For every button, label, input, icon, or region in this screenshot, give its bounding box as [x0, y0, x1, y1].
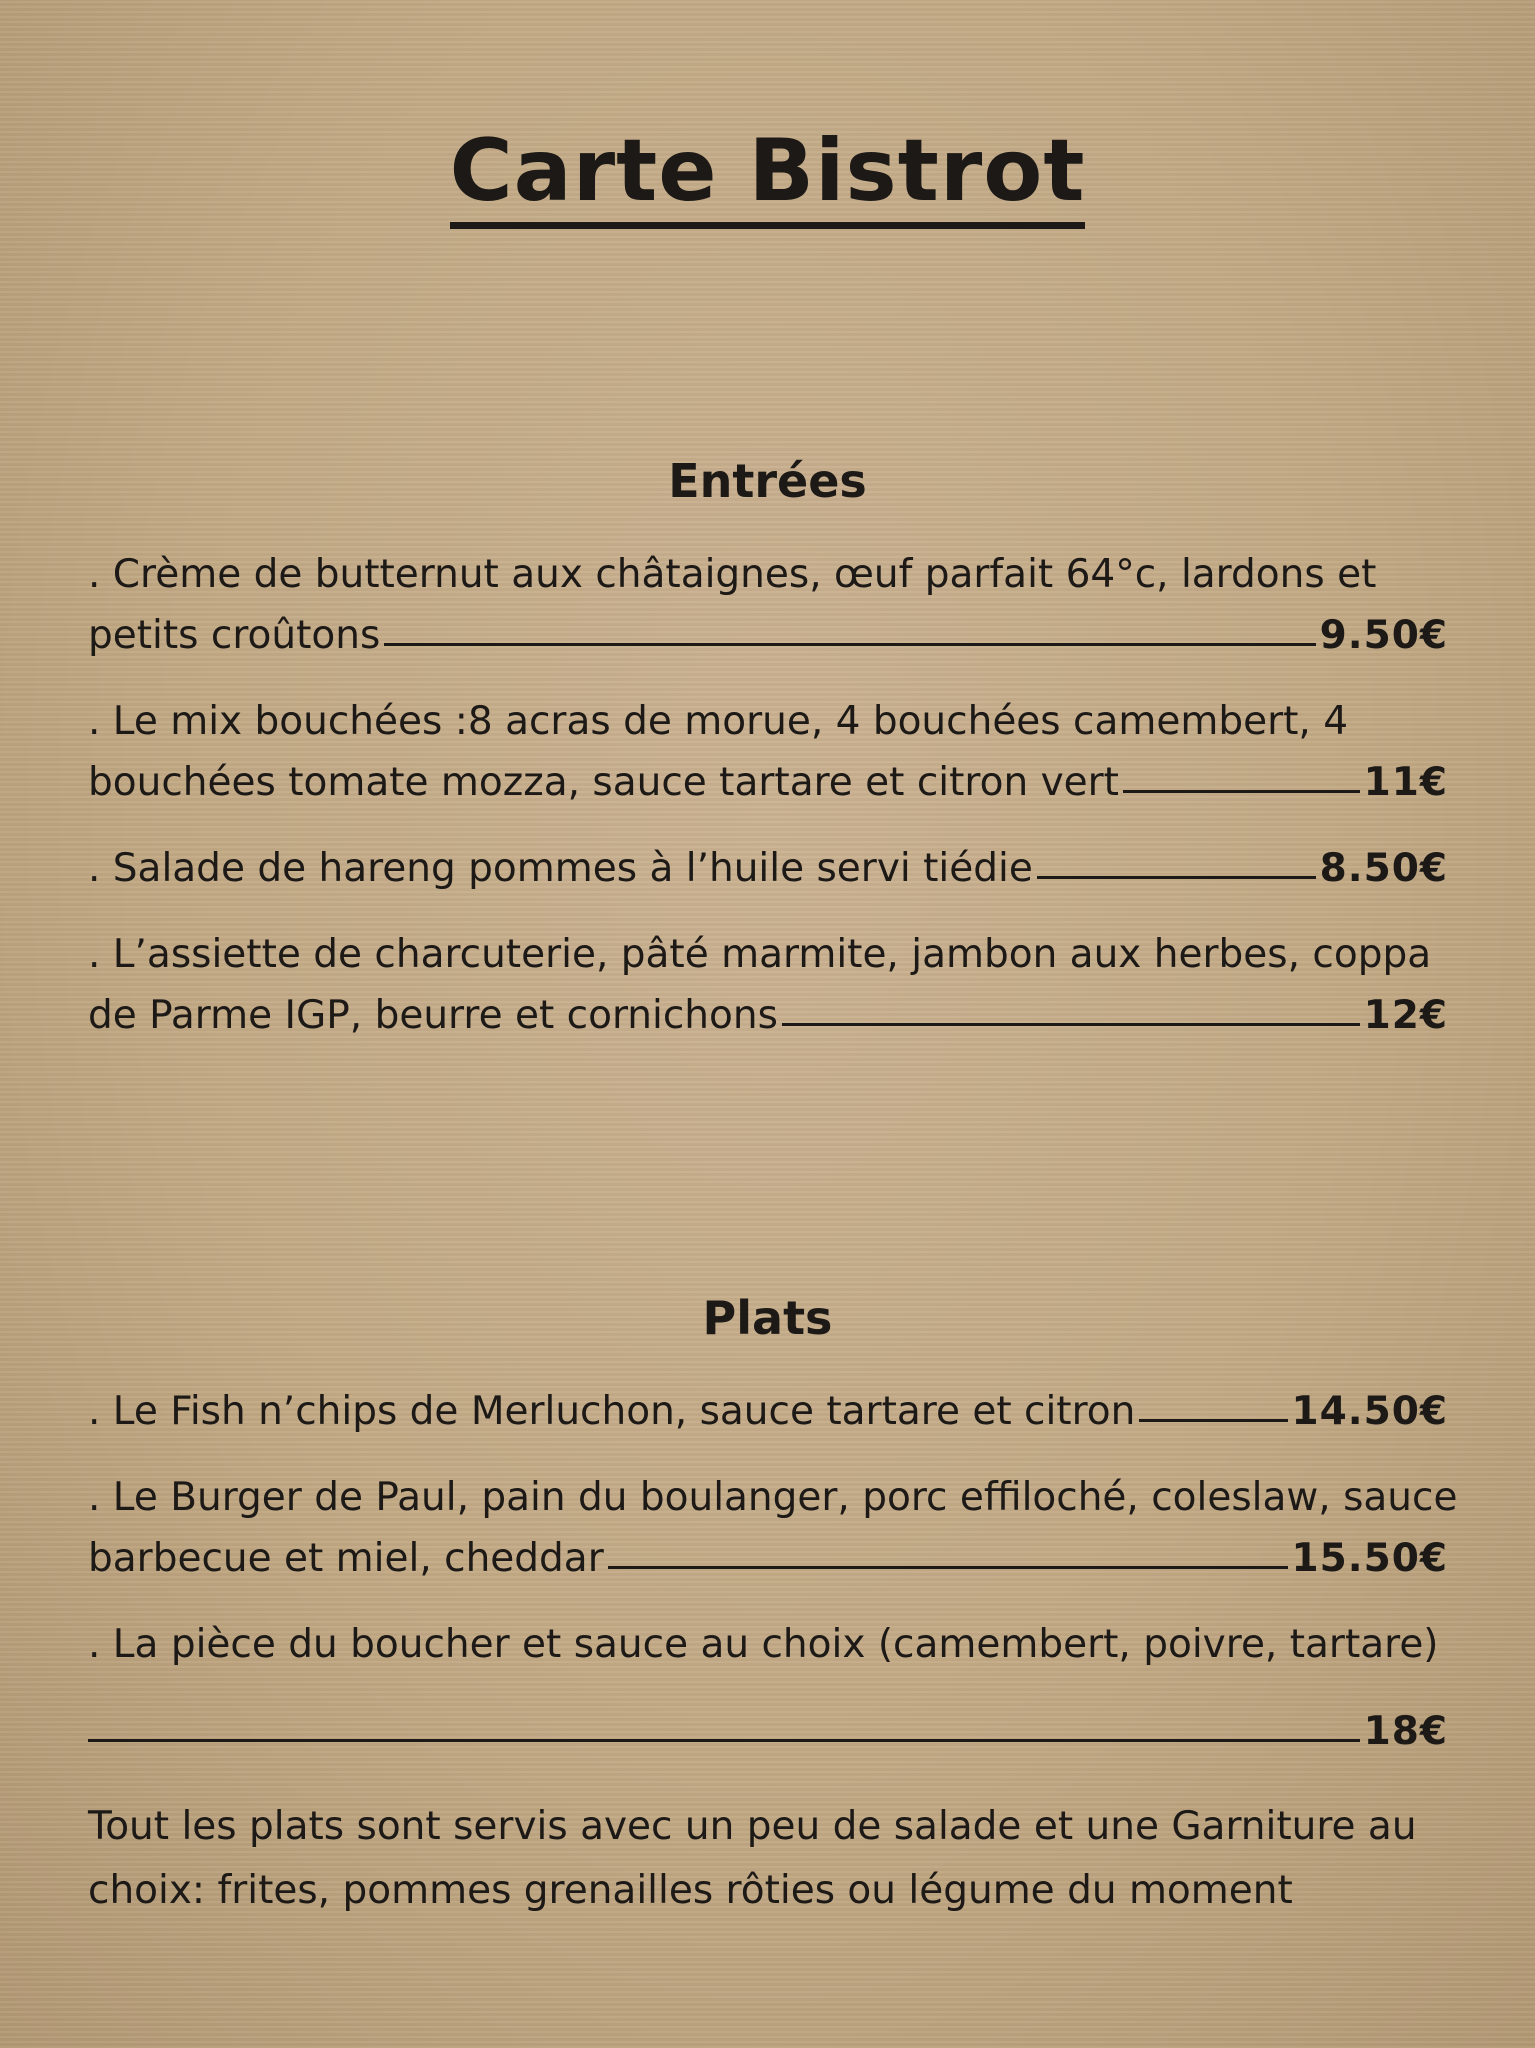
item-price: 14.50€: [1291, 1389, 1448, 1434]
entrees-list: [88, 544, 1448, 1071]
section-title-entrees: Entrées: [668, 454, 867, 508]
menu-item: [88, 1614, 1448, 1762]
item-description-line: barbecue et miel, cheddar: [88, 1536, 604, 1581]
menu-title: Carte Bistrot: [0, 128, 1535, 229]
price-leader: [1139, 1419, 1287, 1422]
menu-item: [88, 1381, 1448, 1442]
item-description-line: . Salade de hareng pommes à l’huile servi tiédie: [88, 846, 1033, 891]
plats-list: [88, 1381, 1458, 1787]
menu-item: [88, 1467, 1458, 1589]
item-description-line: . Crème de butternut aux châtaignes, œuf parfait 64°c, lardons et: [88, 552, 1377, 597]
item-price: 11€: [1363, 760, 1448, 805]
price-leader: [1123, 790, 1360, 793]
item-price: 9.50€: [1319, 613, 1448, 658]
price-leader: [384, 643, 1315, 646]
item-description-line: . Le Fish n’chips de Merluchon, sauce tartare et citron: [88, 1389, 1136, 1434]
item-description-line: . L’assiette de charcuterie, pâté marmite, jambon aux herbes, coppa: [88, 932, 1432, 977]
menu-item: [88, 838, 1448, 899]
item-price: 8.50€: [1319, 846, 1448, 891]
item-price: 18€: [1363, 1709, 1448, 1754]
price-leader: [782, 1023, 1360, 1026]
price-leader: [1037, 876, 1316, 879]
item-description-line: . La pièce du boucher et sauce au choix (camembert, poivre, tartare): [88, 1622, 1439, 1667]
garnish-note: [88, 1795, 1448, 1923]
menu-item: [88, 544, 1448, 666]
price-leader: [88, 1739, 1360, 1742]
menu-item: [88, 924, 1448, 1046]
section-title-plats: Plats: [702, 1291, 833, 1345]
item-description-line: . Le Burger de Paul, pain du boulanger, porc effiloché, coleslaw, sauce: [88, 1475, 1458, 1520]
item-price: 12€: [1363, 993, 1448, 1038]
item-description-line: de Parme IGP, beurre et cornichons: [88, 993, 778, 1038]
item-description-line: bouchées tomate mozza, sauce tartare et citron vert: [88, 760, 1119, 805]
price-leader: [608, 1566, 1288, 1569]
menu-item: [88, 691, 1448, 813]
item-description-line: . Le mix bouchées :8 acras de morue, 4 bouchées camembert, 4: [88, 699, 1349, 744]
note-line: Tout les plats sont servis avec un peu de salade et une Garniture au: [88, 1804, 1417, 1849]
item-description-line: petits croûtons: [88, 613, 381, 658]
item-price: 15.50€: [1291, 1536, 1448, 1581]
note-line: choix: frites, pommes grenailles rôties ou légume du moment: [88, 1868, 1293, 1913]
